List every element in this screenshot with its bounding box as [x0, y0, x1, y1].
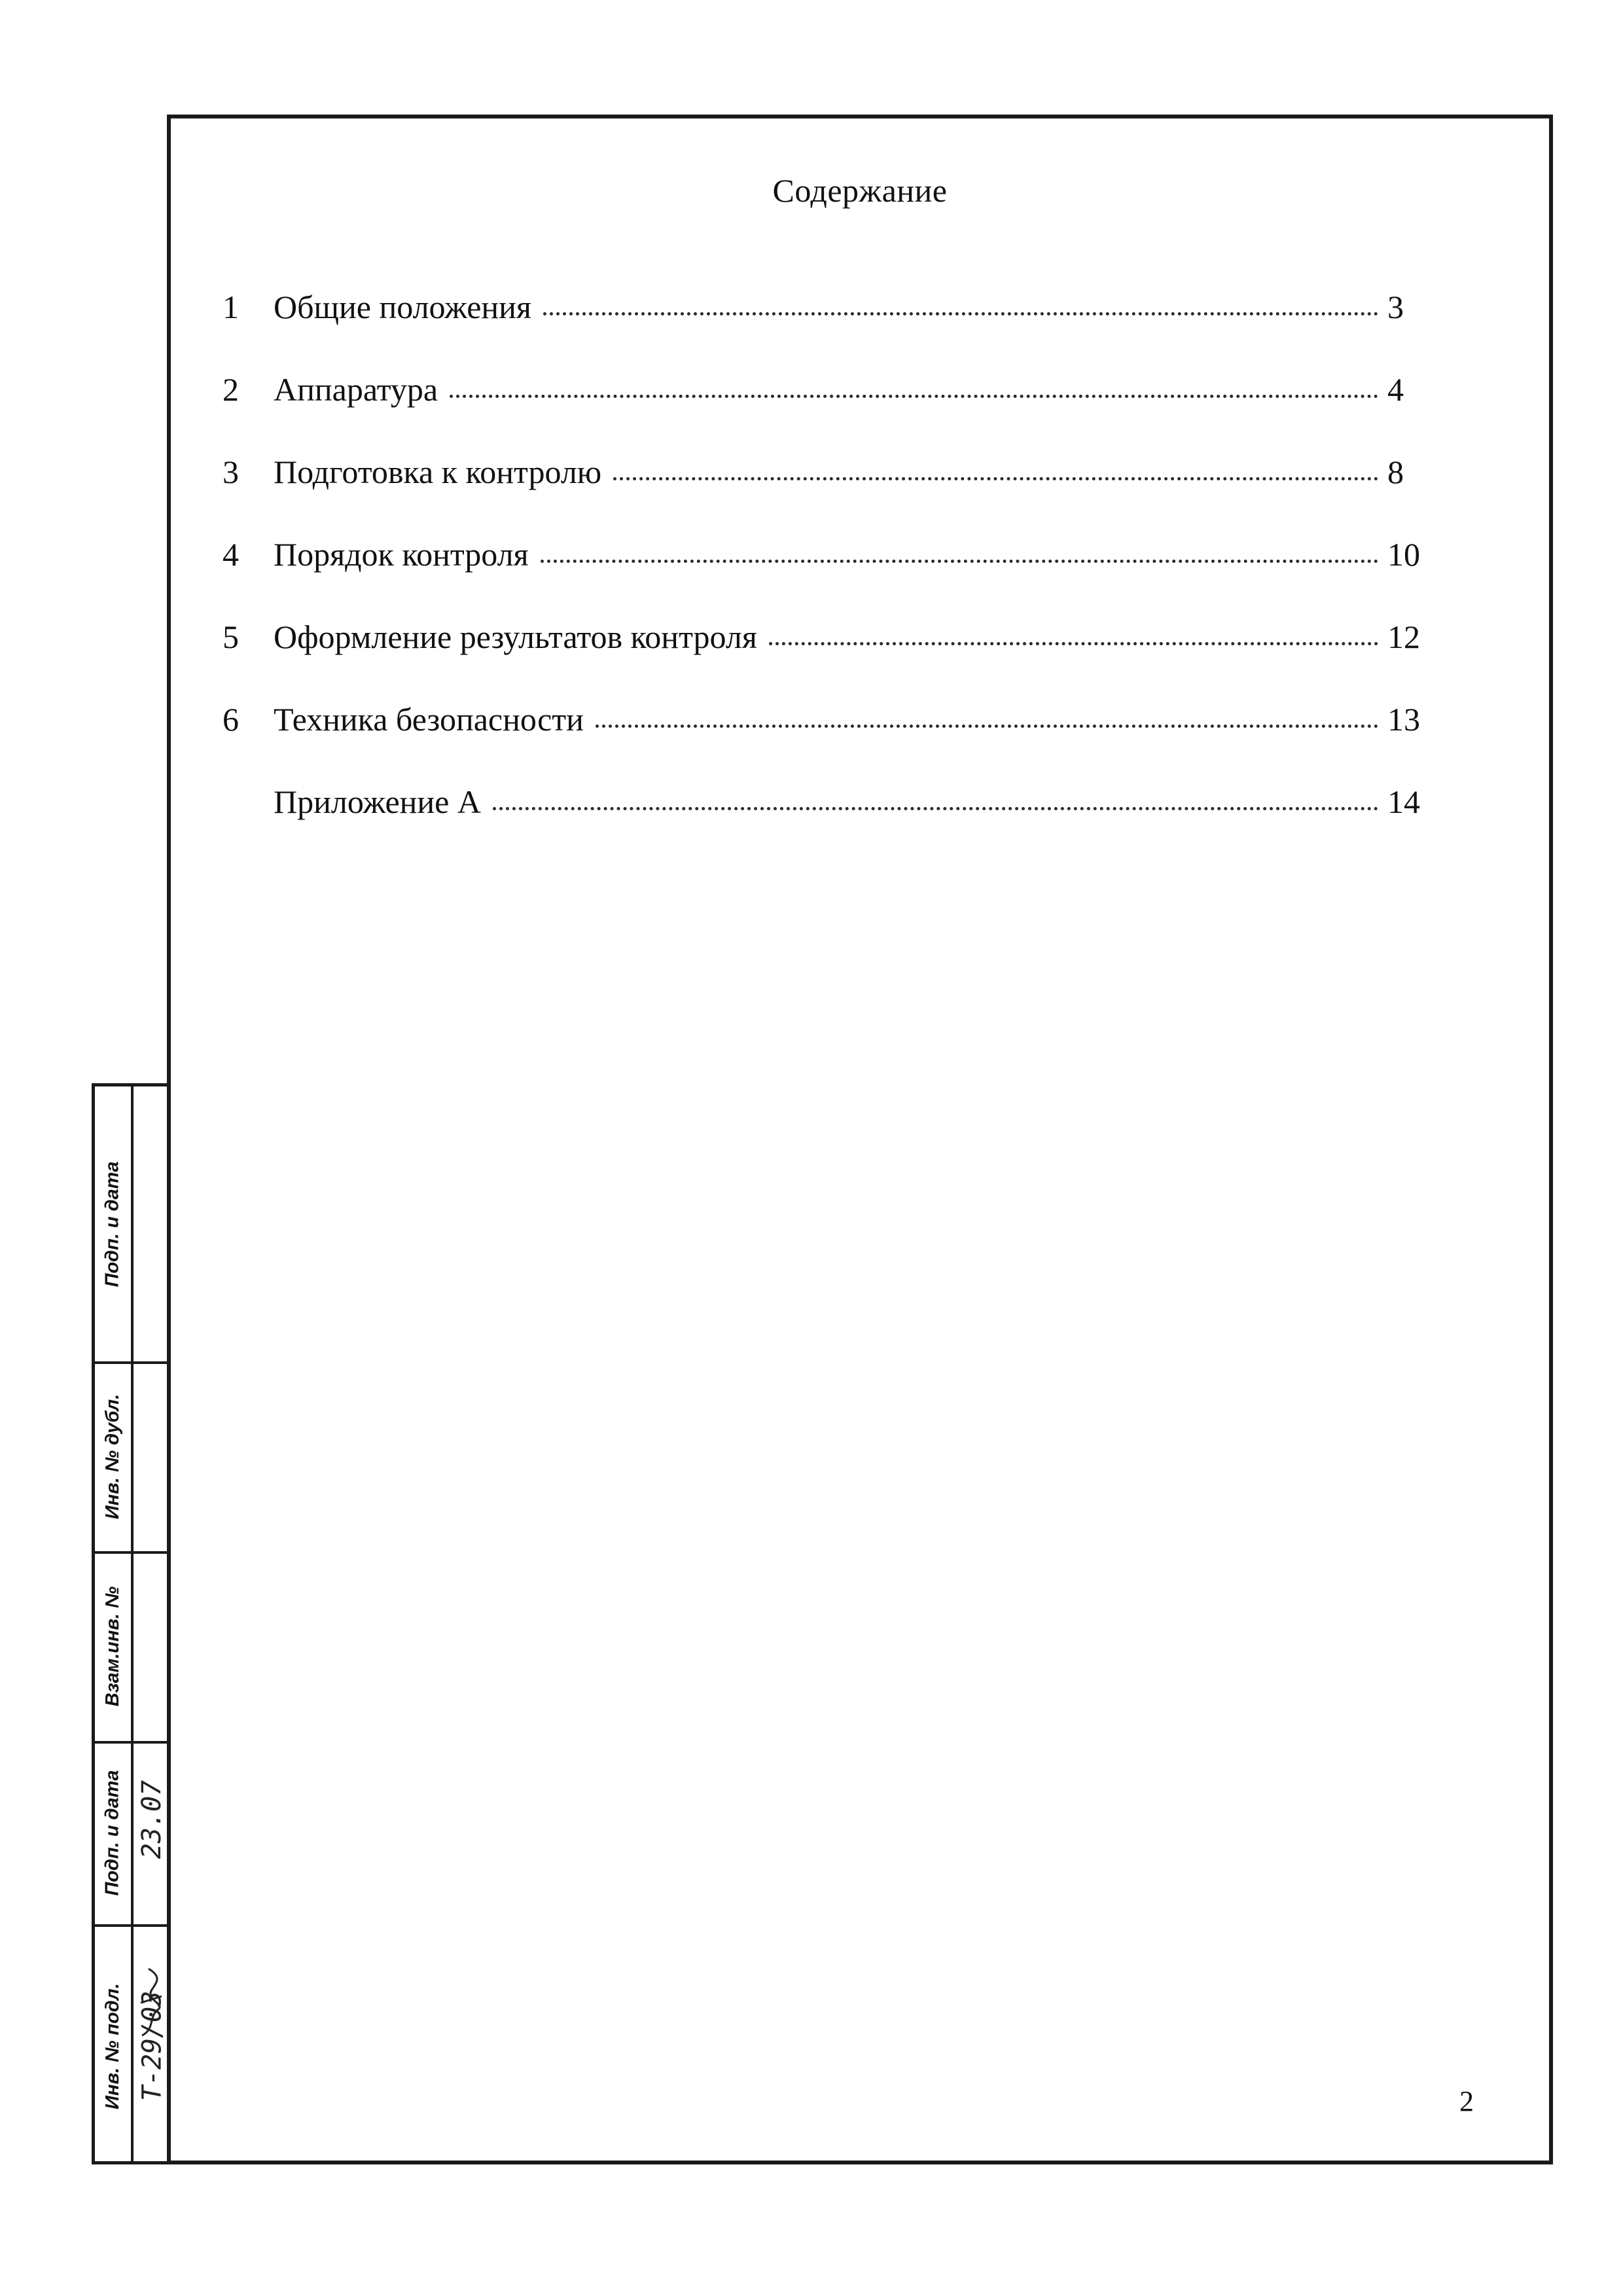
toc-leader-dots — [450, 395, 1378, 398]
toc-leader-dots — [613, 477, 1378, 480]
page-title: Содержание — [772, 172, 948, 209]
toc-number: 3 — [223, 454, 239, 490]
toc-page-number: 14 — [1387, 783, 1420, 820]
toc-label: Общие положения — [274, 289, 531, 325]
page-number: 2 — [1459, 2085, 1474, 2117]
stamp-label-inv-dup: Инв. № дубл. — [102, 1393, 123, 1519]
toc-label: Оформление результатов контроля — [274, 619, 757, 655]
toc-row[interactable] — [223, 618, 1453, 700]
margin-stamp — [92, 1083, 167, 2164]
toc-leader-dots — [493, 807, 1378, 810]
toc-row[interactable] — [223, 783, 1453, 865]
toc-leader-dots — [769, 642, 1378, 645]
stamp-label-sign-date: Подп. и дата — [102, 1160, 124, 1287]
toc-row[interactable] — [223, 453, 1453, 535]
toc-leader-dots — [543, 312, 1378, 315]
bottom-frame-edge — [92, 2161, 1553, 2164]
stamp-label-replace-inv: Взам.инв. № — [102, 1586, 124, 1706]
toc-label: Приложение А — [274, 783, 481, 820]
toc-label: Подготовка к контролю — [274, 454, 602, 490]
stamp-divider — [131, 1086, 134, 2164]
stamp-label-inv-orig: Инв. № подл. — [102, 1982, 123, 2109]
toc-page-number: 12 — [1387, 619, 1420, 655]
toc-row[interactable] — [223, 370, 1453, 453]
toc-row[interactable] — [223, 535, 1453, 618]
handwritten-inv-number: Т-29/03 — [137, 1990, 168, 2102]
stamp-label-sign-date: Подп. и дата — [102, 1769, 124, 1896]
toc-number: 6 — [223, 701, 239, 738]
toc-label: Порядок контроля — [274, 536, 529, 573]
toc-row[interactable] — [223, 700, 1453, 783]
toc-row[interactable] — [223, 288, 1453, 370]
toc-label: Аппаратура — [274, 371, 438, 408]
toc-page-number: 3 — [1387, 289, 1404, 325]
toc-page-number: 10 — [1387, 536, 1420, 573]
toc-leader-dots — [541, 560, 1378, 563]
toc-number: 1 — [223, 289, 239, 325]
toc-page-number: 4 — [1387, 371, 1404, 408]
toc-page-number: 13 — [1387, 701, 1420, 738]
toc-leader-dots — [596, 725, 1378, 728]
toc-page-number: 8 — [1387, 454, 1404, 490]
handwritten-date: 23.07 — [137, 1780, 168, 1859]
toc-number: 5 — [223, 619, 239, 655]
toc-label: Техника безопасности — [274, 701, 584, 738]
table-of-contents — [223, 288, 1453, 865]
toc-number: 2 — [223, 371, 239, 408]
toc-number: 4 — [223, 536, 239, 573]
